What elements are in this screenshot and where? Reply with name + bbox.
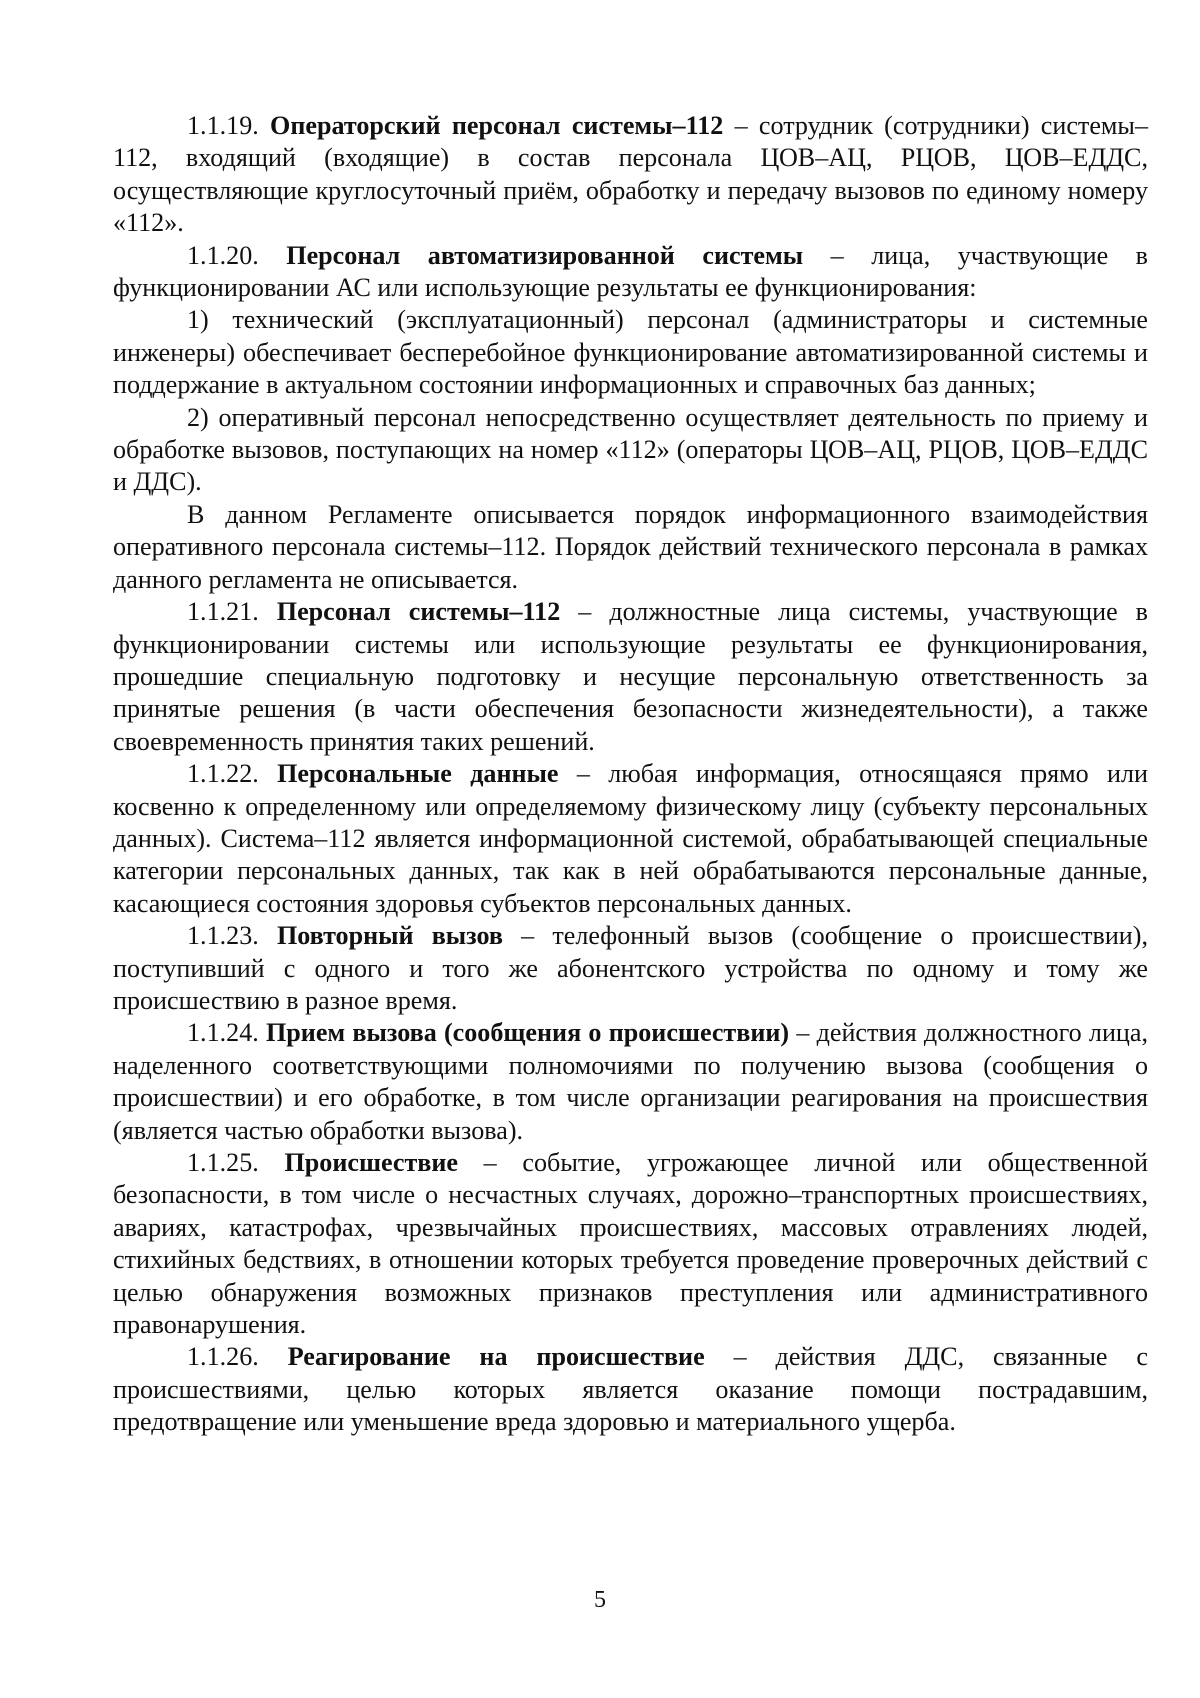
- list-item-technical-staff: [113, 304, 1148, 401]
- definition-text: – лица, участвующие в функционировании АС или использующие результаты ее функционирования:: [113, 240, 1148, 303]
- definition-text: – должностные лица системы, участвующие в функционировании системы или использующие результаты ее функционирования, прошедшие специальную подготовку и несущие персональную ответственность за принятые решения (в части обеспечения безопасности жизнедеятельности), а также своевременность принятия таких решений.: [113, 597, 1149, 756]
- list-item-text: 2) оперативный персонал непосредственно осуществляет деятельность по приему и обработке вызовов, поступающих на номер «112» (операторы ЦОВ–АЦ, РЦОВ, ЦОВ–ЕДДС и ДДС).: [113, 402, 1148, 497]
- paragraph-1-1-23: [113, 920, 1148, 1017]
- clause-number: 1.1.22.: [187, 759, 259, 789]
- paragraph-scope-note: [113, 499, 1148, 596]
- paragraph-1-1-26: [113, 1341, 1148, 1438]
- defined-term: Прием вызова (сообщения о происшествии): [266, 1018, 790, 1048]
- clause-number: 1.1.24.: [187, 1018, 259, 1048]
- defined-term: Операторский персонал системы–112: [270, 111, 724, 140]
- definition-text: – действия должностного лица, наделенного соответствующими полномочиями по получению вызова (сообщения о происшествии) и его обработке, в том числе организации реагирования на происшествия (является частью обработки вызова).: [113, 1018, 1148, 1145]
- defined-term: Персонал автоматизированной системы: [286, 240, 804, 270]
- definition-text: – событие, угрожающее личной или общественной безопасности, в том числе о несчастных случаях, дорожно–транспортных происшествиях, авариях, катастрофах, чрезвычайных происшествиях, массовых отравлениях людей, стихийных бедствиях, в отношении которых требуется проведение проверочных действий с целью обнаружения возможных признаков преступления или административного правонарушения.: [113, 1148, 1148, 1340]
- definition-text: – действия ДДС, связанные с происшествиями, целью которых является оказание помощи пострадавшим, предотвращение или уменьшение вреда здоровью и материального ущерба.: [113, 1342, 1149, 1437]
- definition-text: – телефонный вызов (сообщение о происшествии), поступивший с одного и того же абонентского устройства по одному и тому же происшествию в разное время.: [113, 921, 1148, 1015]
- list-item-operational-staff: [113, 402, 1148, 499]
- paragraph-1-1-19: [113, 110, 1148, 240]
- paragraph-1-1-22: [113, 758, 1148, 920]
- clause-number: 1.1.23.: [187, 921, 259, 951]
- defined-term: Происшествие: [284, 1148, 458, 1177]
- clause-number: 1.1.19.: [187, 111, 259, 140]
- paragraph-1-1-25: [113, 1147, 1148, 1341]
- definition-text: – сотрудник (сотрудники) системы–112, входящий (входящие) в состав персонала ЦОВ–АЦ, РЦОВ, ЦОВ–ЕДДС, осуществляющие круглосуточный приём, обработку и передачу вызовов по единому номеру «112».: [113, 111, 1148, 238]
- paragraph-1-1-24: [113, 1017, 1148, 1147]
- clause-number: 1.1.21.: [187, 597, 259, 627]
- list-item-text: 1) технический (эксплуатационный) персонал (администраторы и системные инженеры) обеспечивает бесперебойное функционирование автоматизированной системы и поддержание в актуальном состоянии информационных и справочных баз данных;: [113, 305, 1148, 400]
- defined-term: Повторный вызов: [276, 921, 504, 951]
- paragraph-1-1-21: [113, 596, 1148, 758]
- definition-text: – любая информация, относящаяся прямо или косвенно к определенному или определяемому физическому лицу (субъекту персональных данных). Система–112 является информационной системой, обрабатывающей специальные категории персональных данных, так как в ней обрабатываются персональные данные, касающиеся состояния здоровья субъектов персональных данных.: [113, 759, 1148, 918]
- paragraph-text: В данном Регламенте описывается порядок информационного взаимодействия оперативного персонала системы–112. Порядок действий технического персонала в рамках данного регламента не описывается.: [113, 499, 1148, 594]
- page-number: 5: [594, 1587, 606, 1613]
- paragraph-1-1-20: [113, 240, 1148, 305]
- defined-term: Персональные данные: [277, 759, 559, 789]
- defined-term: Персонал системы–112: [276, 597, 561, 627]
- clause-number: 1.1.25.: [187, 1148, 259, 1177]
- clause-number: 1.1.26.: [187, 1342, 259, 1372]
- defined-term: Реагирование на происшествие: [287, 1342, 705, 1372]
- document-body: [113, 110, 1148, 1439]
- clause-number: 1.1.20.: [187, 240, 259, 270]
